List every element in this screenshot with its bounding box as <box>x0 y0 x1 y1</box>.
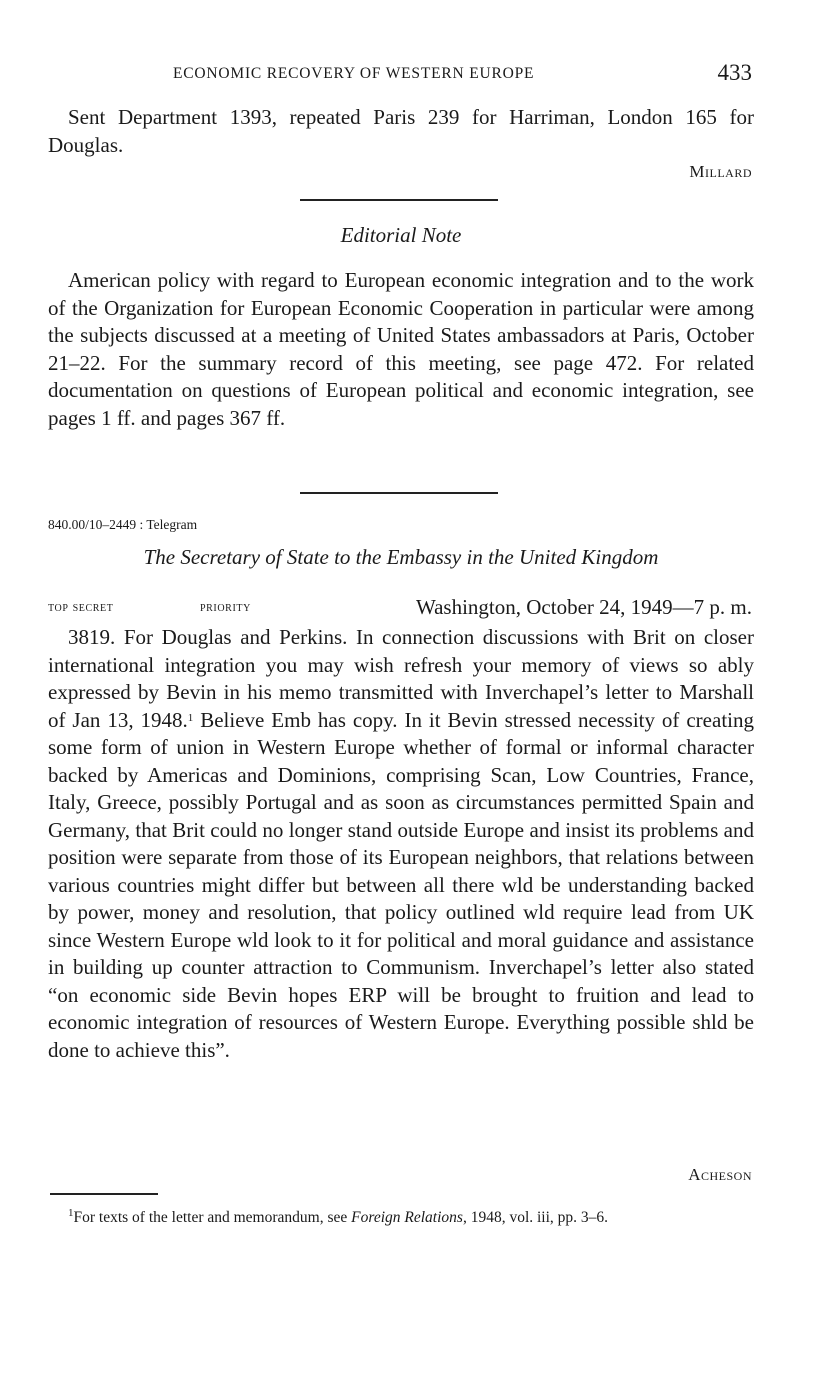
footnote-rule <box>50 1193 158 1195</box>
dateline: Washington, October 24, 1949—7 p. m. <box>415 595 752 619</box>
running-head <box>48 60 754 88</box>
section-divider <box>300 199 498 201</box>
footnote <box>48 1208 754 1227</box>
editorial-note-text: American policy with regard to European economic integration and to the work of the Organization for European Economic Cooperation in particular were among the subjects discussed at a meeting of United States ambassadors at Paris, October 21–22. For the summary record of this meeting, see page 472. For related documentation on questions of European political and economic integration, see pages 1 ff. and pages 367 ff. <box>48 268 754 430</box>
telegram-body-part1: 3819. For Douglas and Perkins. In connection discussions with Brit on closer international integration you may wish refresh your memory of views so ably expressed by Bevin in his memo transmitted with Inverchapel’s letter to Marshall of Jan 13, 1948. <box>48 625 754 732</box>
footnote-text-before: For texts of the letter and memorandum, see <box>73 1209 352 1226</box>
telegram-body-part2: Believe Emb has copy. In it Bevin stressed necessity of creating some form of union in Western Europe whether of formal or informal character backed by Americas and Dominions, comprising Scan, Low Countries, France, Italy, Greece, possibly Portugal and as soon as circumstances permitted Spain and Germany, that Brit could no longer stand outside Europe and insist its problems and position were separate from those of its European neighbors, that relations between various countries might differ but between all there wld be understanding backed by power, money and resolution, that policy outlined wld require lead from UK since Western Europe wld look to it for political and moral guidance and assistance in building up counter attraction to Communism. Inverchapel’s letter also stated “on economic side Bevin hopes ERP will be brought to fruition and lead to economic integration of resources of Western Europe. Everything possible shld be done to achieve this”. <box>48 707 754 1062</box>
document-title: The Secretary of State to the Embassy in the United Kingdom <box>143 545 659 569</box>
telegram-body <box>48 624 754 1064</box>
editorial-note-title: Editorial Note <box>340 223 462 247</box>
section-divider <box>300 492 498 494</box>
footnote-reference: 1 <box>187 711 194 724</box>
classification-line <box>48 595 754 623</box>
running-title: ECONOMIC RECOVERY OF WESTERN EUROPE <box>173 65 535 82</box>
footnote-italic-title: Foreign Relations <box>351 1209 463 1226</box>
signature-acheson: Acheson <box>688 1165 752 1184</box>
page-number: 433 <box>717 60 752 85</box>
signature-millard: Millard <box>689 162 752 181</box>
document-file-reference: 840.00/10–2449 : Telegram <box>48 517 198 532</box>
previous-telegram-text: Sent Department 1393, repeated Paris 239 for Harriman, London 165 for Douglas. <box>48 105 754 157</box>
footnote-text-after: , 1948, vol. iii, pp. 3–6. <box>462 1209 609 1226</box>
classification-label: top secret <box>48 600 114 615</box>
priority-label: priority <box>200 600 251 615</box>
footnote-marker: 1 <box>68 1207 74 1219</box>
